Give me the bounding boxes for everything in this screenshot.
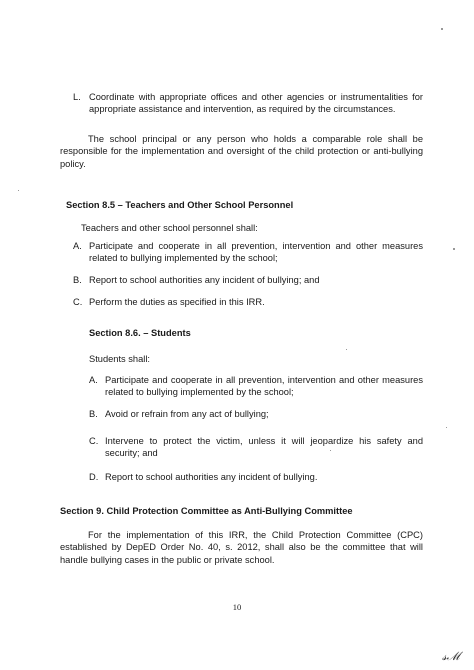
section-8-6-lead: Students shall:	[89, 354, 150, 364]
section-8-6-item-a-marker: A.	[89, 375, 98, 385]
section-8-5-item-a-text: Participate and cooperate in all prevention, intervention and other measures related to bullying implemented by the school;	[89, 241, 423, 264]
section-8-6-item-c-text: Intervene to protect the victim, unless it will jeopardize his safety and security; and	[105, 436, 423, 459]
section-8-6-item-b-text: Avoid or refrain from any act of bullying;	[105, 409, 269, 419]
scan-speck	[330, 450, 331, 451]
section-8-5-item-a-marker: A.	[73, 241, 82, 251]
scan-speck	[441, 28, 443, 30]
intro-item-text: Coordinate with appropriate offices and other agencies or instrumentalities for appropriate assistance and intervention, as required by the circumstances.	[89, 92, 423, 115]
page-number: 10	[232, 602, 242, 612]
principal-paragraph: The school principal or any person who holds a comparable role shall be responsible for the implementation and oversight of the child protection or anti-bullying policy.	[60, 134, 423, 169]
initials-signature-mark: 𝓈ℳ	[442, 649, 460, 663]
section-8-5-item-c-marker: C.	[73, 297, 83, 307]
scan-speck	[346, 349, 347, 350]
section-8-6-item-b-marker: B.	[89, 409, 98, 419]
scan-speck	[453, 248, 455, 250]
scan-speck	[446, 427, 447, 428]
section-8-6-heading: Section 8.6. – Students	[89, 328, 191, 338]
section-8-6-item-a-text: Participate and cooperate in all prevention, intervention and other measures related to bullying implemented by the school;	[105, 375, 423, 398]
scan-speck	[18, 190, 19, 191]
section-8-5-item-c-text: Perform the duties as specified in this IRR.	[89, 297, 265, 307]
section-8-5-item-b-text: Report to school authorities any incident of bullying; and	[89, 275, 320, 285]
section-8-6-item-d-text: Report to school authorities any incident of bullying.	[105, 472, 318, 482]
intro-item-marker: L.	[73, 92, 81, 102]
section-8-6-item-d-marker: D.	[89, 472, 99, 482]
section-9-heading: Section 9. Child Protection Committee as Anti-Bullying Committee	[60, 506, 353, 516]
section-8-6-item-c-marker: C.	[89, 436, 99, 446]
section-9-paragraph: For the implementation of this IRR, the Child Protection Committee (CPC) established by DepED Order No. 40, s. 2012, shall also be the committee that will handle bullying cases in the public or private school.	[60, 530, 423, 565]
section-8-5-heading: Section 8.5 – Teachers and Other School Personnel	[66, 200, 294, 210]
section-8-5-lead: Teachers and other school personnel shall:	[81, 223, 258, 233]
section-8-5-item-b-marker: B.	[73, 275, 82, 285]
